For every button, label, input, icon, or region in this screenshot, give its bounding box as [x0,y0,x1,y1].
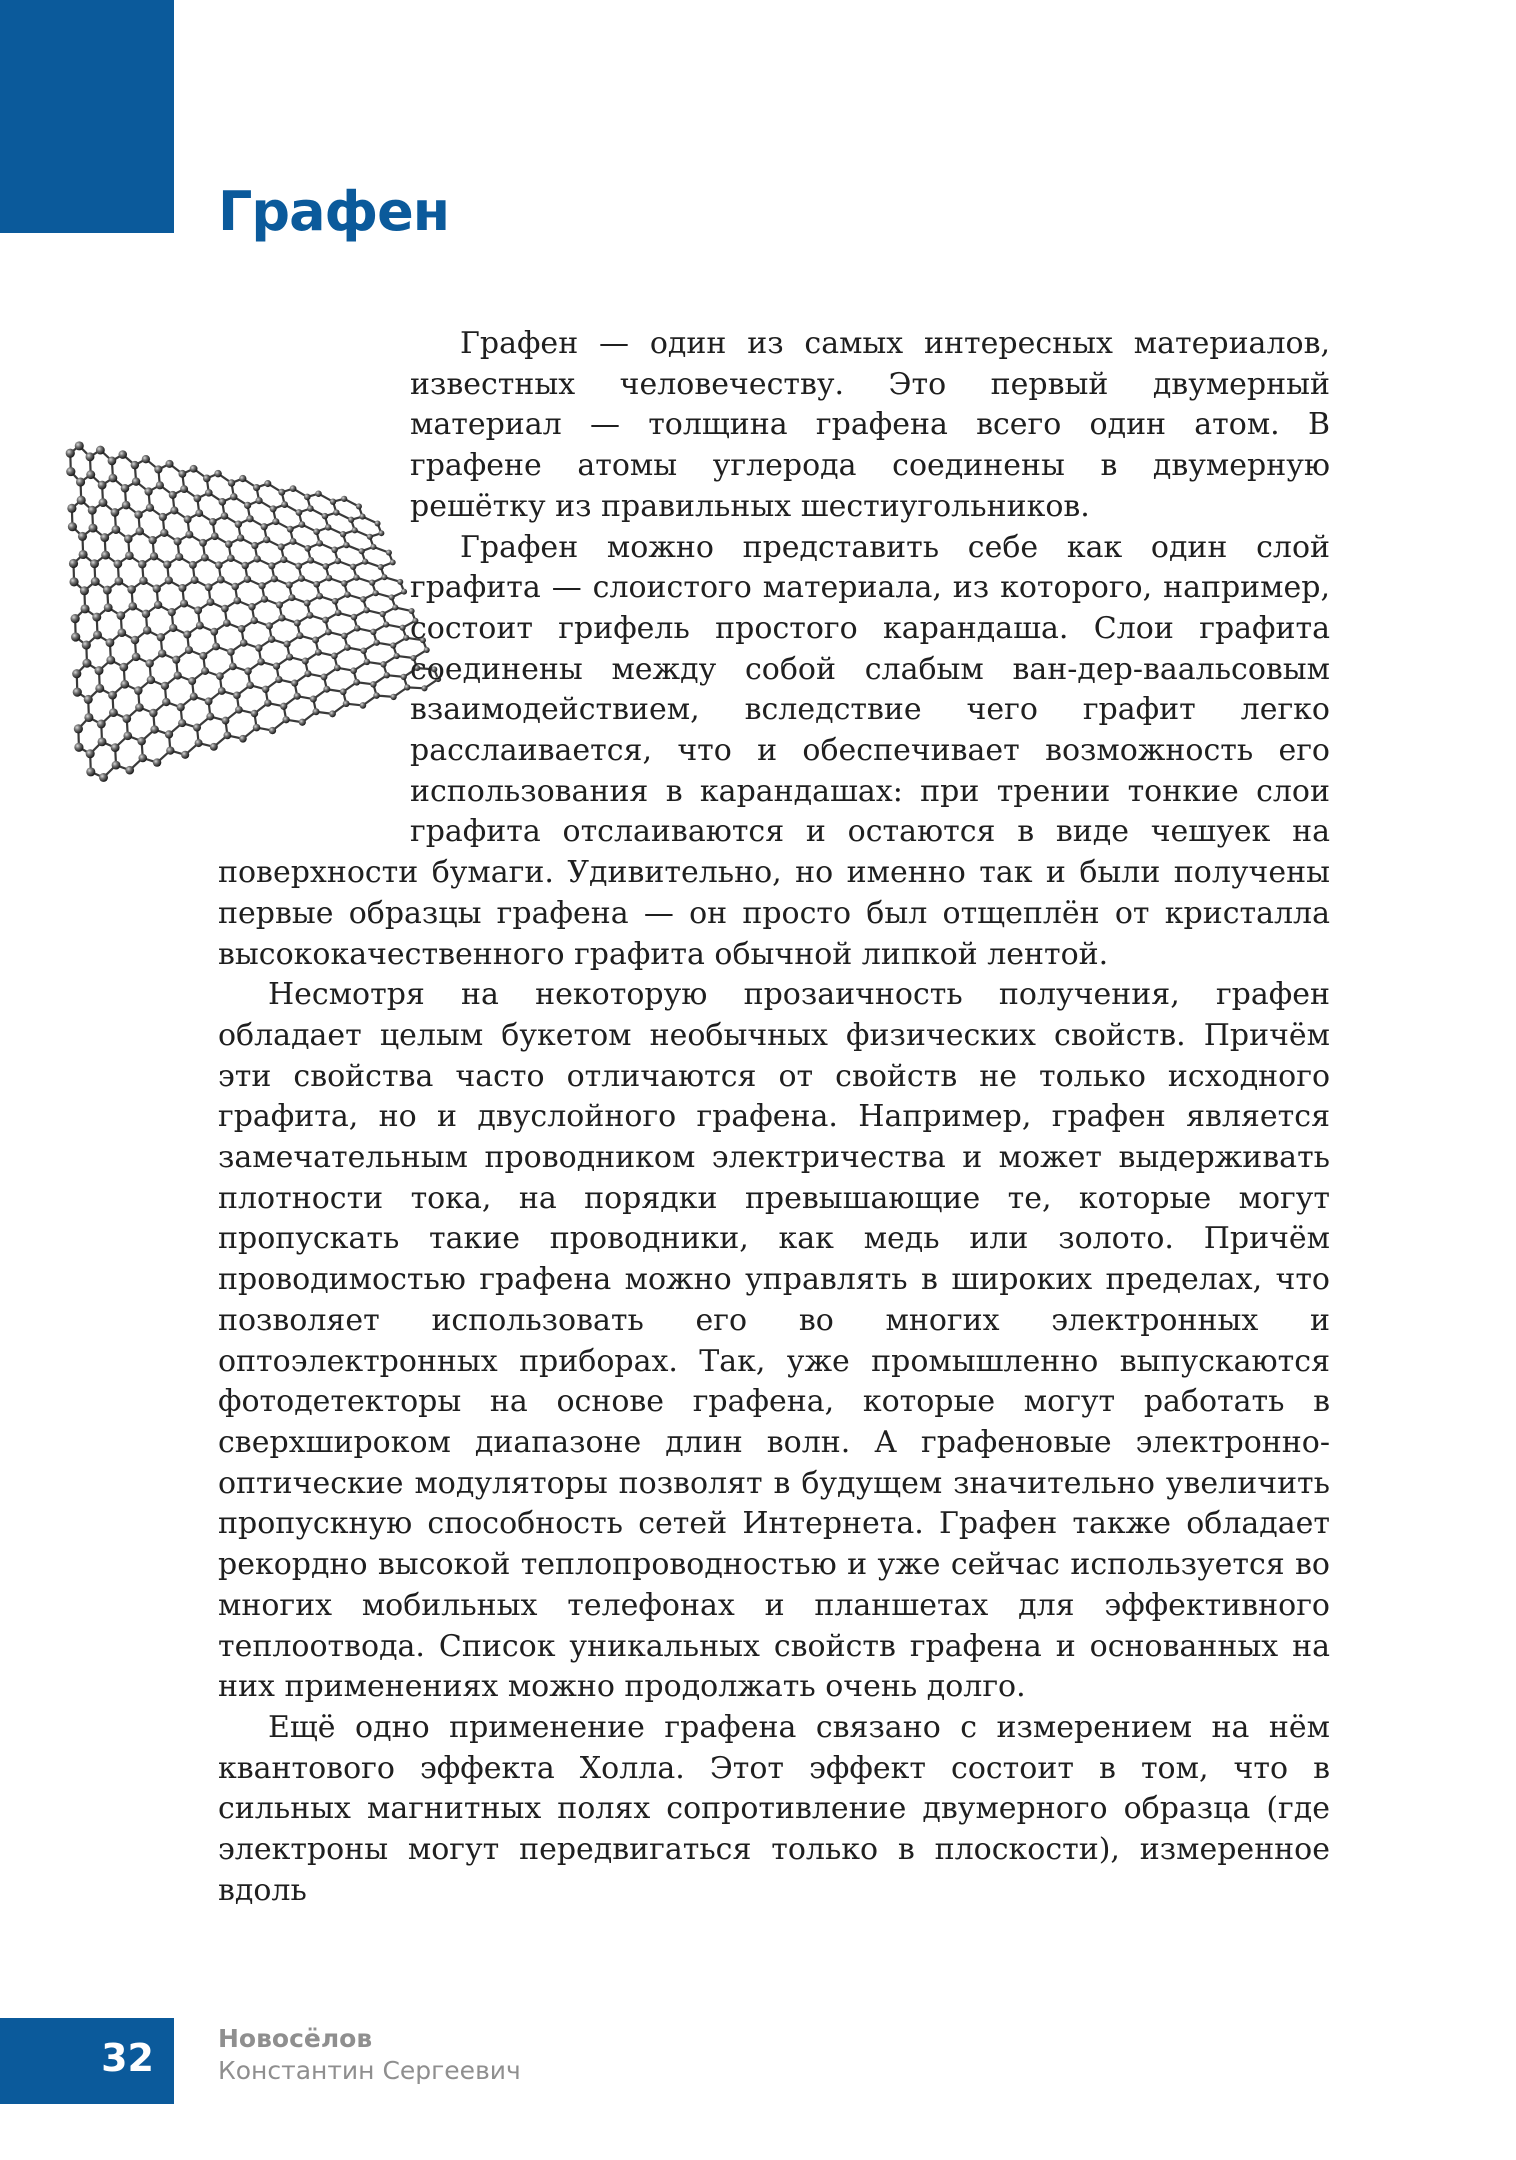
article-body [218,324,1330,1911]
paragraph-1: Графен — один из самых интересных материалов, известных человечеству. Это первый двумерный материал — толщина графена всего один атом. В графене атомы углерода соединены в двумерную решётку из правильных шестиугольников. [410,326,1330,524]
page-number: 32 [101,2036,154,2080]
header-accent-bar [0,0,174,233]
paragraph-2: Графен можно представить себе как один слой графита — слоистого материала, из которого, например, состоит грифель простого карандаша. Слои графита соединены между собой слабым ван-дер-ваальсовым взаимодействием, вследствие чего графит легко расслаивается, что и обеспечивает возможность его использования в карандашах: при трении тонкие слои графита отслаиваются и остаются в виде чешуек на поверхности бумаги. Удивительно, но именно так и были получены первые образцы графена — он просто был отщеплён от кристалла высококачественного графита обычной липкой лентой. [218,529,1330,972]
page-number-box [0,2018,174,2104]
author-name: Константин Сергеевич [218,2056,521,2085]
figure-float-space [0,324,410,828]
paragraph-4: Ещё одно применение графена связано с измерением на нём квантового эффекта Холла. Этот эффект состоит в том, что в сильных магнитных полях сопротивление двумерного образца (где электроны могут передвигаться только в плоскости), измеренное вдоль [218,1709,1330,1908]
paragraph-3: Несмотря на некоторую прозаичность получения, графен обладает целым букетом необычных физических свойств. Причём эти свойства часто отличаются от свойств не только исходного графита, но и двуслойного графена. Например, графен является замечательным проводником электричества и может выдерживать плотности тока, на порядки превышающие те, которые могут пропускать такие проводники, как медь или золото. Причём проводимостью графена можно управлять в широких пределах, что позволяет использовать его во многих электронных и оптоэлектронных приборах. Так, уже промышленно выпускаются фотодетекторы на основе графена, которые могут работать в сверхшироком диапазоне длин волн. А графеновые электронно-оптические модуляторы позволят в будущем значительно увеличить пропускную способность сетей Интернета. Графен также обладает рекордно высокой теплопроводностью и уже сейчас используется во многих мобильных телефонах и планшетах для эффективного теплоотвода. Список уникальных свойств графена и основанных на них применениях можно продолжать очень долго. [218,977,1330,1705]
author-lastname: Новосёлов [218,2024,373,2053]
page-title: Графен [218,180,450,243]
